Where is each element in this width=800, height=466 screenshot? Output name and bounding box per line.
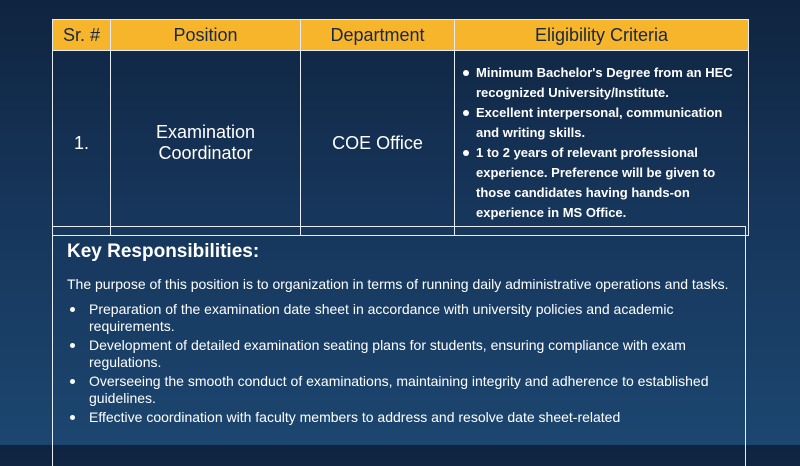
cell-department: COE Office xyxy=(301,51,455,236)
criteria-item: 1 to 2 years of relevant professional experience. Preference will be given to those candidates having hands-on experience in MS Office. xyxy=(461,143,740,223)
list-item: Effective coordination with faculty members to address and resolve date sheet-related xyxy=(67,409,731,426)
job-table xyxy=(52,19,749,236)
cell-criteria xyxy=(455,51,749,236)
position-line-1: Examination xyxy=(155,122,256,142)
responsibilities-section xyxy=(52,226,746,466)
list-item: Development of detailed examination seating plans for students, ensuring compliance with exam regulations. xyxy=(67,337,731,371)
position-line-2: Coordinator xyxy=(158,143,253,163)
table-header-row xyxy=(53,20,749,51)
criteria-item: Excellent interpersonal, communication and writing skills. xyxy=(461,103,740,143)
responsibilities-intro: The purpose of this position is to organization in terms of running daily administrative operations and tasks. xyxy=(67,276,729,292)
responsibilities-title: Key Responsibilities: xyxy=(67,241,260,262)
criteria-item: Minimum Bachelor's Degree from an HEC recognized University/Institute. xyxy=(461,63,740,103)
criteria-list xyxy=(461,63,740,223)
cell-sr: 1. xyxy=(53,51,111,236)
header-position: Position xyxy=(111,20,301,51)
header-department: Department xyxy=(301,20,455,51)
header-eligibility: Eligibility Criteria xyxy=(455,20,749,51)
list-item: Preparation of the examination date sheet in accordance with university policies and academic requirements. xyxy=(67,301,731,335)
table-row xyxy=(53,51,749,236)
responsibilities-list xyxy=(67,301,731,426)
list-item: Overseeing the smooth conduct of examinations, maintaining integrity and adherence to established guidelines. xyxy=(67,373,731,407)
header-sr: Sr. # xyxy=(53,20,111,51)
cell-position xyxy=(111,51,301,236)
